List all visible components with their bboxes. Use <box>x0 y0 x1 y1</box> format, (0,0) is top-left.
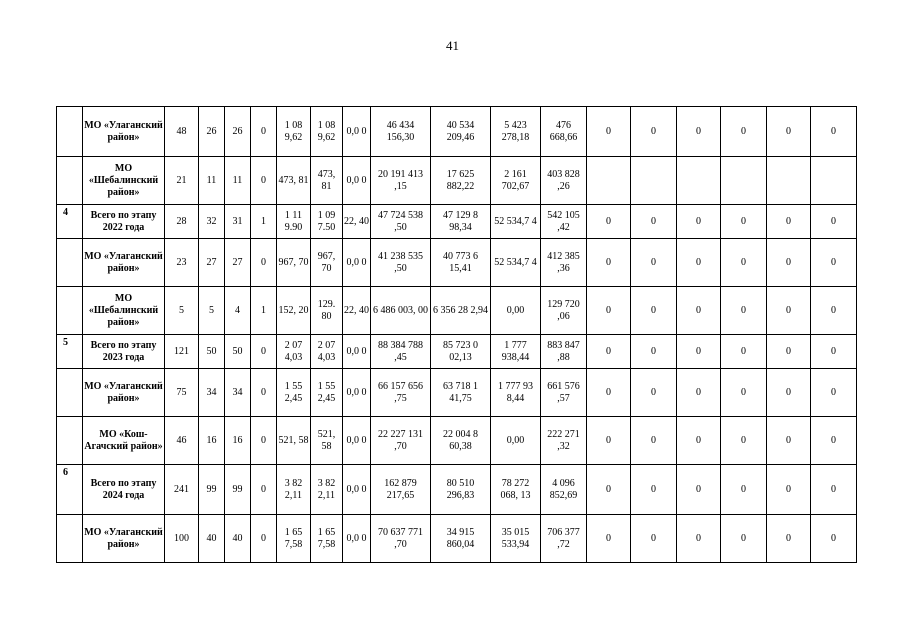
value-cell: 1 11 9.90 <box>277 205 311 239</box>
value-cell <box>721 157 767 205</box>
value-cell: 4 <box>225 287 251 335</box>
value-cell: 0 <box>251 369 277 417</box>
table-row <box>57 369 857 417</box>
value-cell: 27 <box>199 239 225 287</box>
value-cell <box>767 157 811 205</box>
value-cell: 3 82 2,11 <box>277 465 311 515</box>
value-cell: 6 486 003, 00 <box>371 287 431 335</box>
value-cell: 0 <box>631 335 677 369</box>
value-cell: 0 <box>721 107 767 157</box>
value-cell: 21 <box>165 157 199 205</box>
value-cell: 162 879 217,65 <box>371 465 431 515</box>
value-cell: 0 <box>811 107 857 157</box>
value-cell: 1 08 9,62 <box>277 107 311 157</box>
table-row <box>57 107 857 157</box>
table-row <box>57 239 857 287</box>
value-cell <box>677 157 721 205</box>
value-cell: 0,0 0 <box>343 465 371 515</box>
value-cell: 2 07 4,03 <box>277 335 311 369</box>
value-cell: 1 65 7,58 <box>311 515 343 563</box>
table-row <box>57 287 857 335</box>
value-cell <box>811 157 857 205</box>
value-cell: 0 <box>587 465 631 515</box>
value-cell: 222 271 ,32 <box>541 417 587 465</box>
value-cell: 26 <box>199 107 225 157</box>
value-cell: 32 <box>199 205 225 239</box>
value-cell: 0 <box>677 335 721 369</box>
value-cell: 0,0 0 <box>343 239 371 287</box>
value-cell: 99 <box>199 465 225 515</box>
value-cell: 48 <box>165 107 199 157</box>
value-cell: 46 434 156,30 <box>371 107 431 157</box>
value-cell: 1 777 93 8,44 <box>491 369 541 417</box>
value-cell: 241 <box>165 465 199 515</box>
value-cell: 0,0 0 <box>343 335 371 369</box>
value-cell: 0 <box>811 465 857 515</box>
value-cell: 129. 80 <box>311 287 343 335</box>
value-cell: 0 <box>587 239 631 287</box>
value-cell: 706 377 ,72 <box>541 515 587 563</box>
value-cell: 40 534 209,46 <box>431 107 491 157</box>
value-cell: 1 777 938,44 <box>491 335 541 369</box>
value-cell: 27 <box>225 239 251 287</box>
row-number-cell: 6 <box>57 465 83 515</box>
value-cell: 0,00 <box>491 417 541 465</box>
value-cell: 28 <box>165 205 199 239</box>
value-cell: 2 07 4,03 <box>311 335 343 369</box>
value-cell: 0 <box>811 205 857 239</box>
row-number-cell <box>57 239 83 287</box>
value-cell: 0 <box>721 335 767 369</box>
value-cell: 11 <box>225 157 251 205</box>
value-cell: 0 <box>251 417 277 465</box>
value-cell: 0 <box>587 417 631 465</box>
value-cell: 47 724 538 ,50 <box>371 205 431 239</box>
value-cell: 0 <box>811 515 857 563</box>
table-row <box>57 157 857 205</box>
row-number-cell <box>57 107 83 157</box>
value-cell: 0 <box>811 239 857 287</box>
row-number-cell <box>57 369 83 417</box>
value-cell: 476 668,66 <box>541 107 587 157</box>
value-cell: 0 <box>767 465 811 515</box>
value-cell: 0 <box>631 287 677 335</box>
value-cell: 34 <box>225 369 251 417</box>
value-cell: 66 157 656 ,75 <box>371 369 431 417</box>
value-cell: 85 723 0 02,13 <box>431 335 491 369</box>
row-name-cell: МО «Шебалинский район» <box>83 287 165 335</box>
value-cell: 16 <box>225 417 251 465</box>
value-cell: 80 510 296,83 <box>431 465 491 515</box>
value-cell: 0 <box>767 369 811 417</box>
row-number-cell: 5 <box>57 335 83 369</box>
value-cell: 1 <box>251 287 277 335</box>
value-cell: 75 <box>165 369 199 417</box>
value-cell: 0 <box>767 515 811 563</box>
value-cell: 40 <box>225 515 251 563</box>
table-row <box>57 205 857 239</box>
value-cell: 35 015 533,94 <box>491 515 541 563</box>
value-cell <box>587 157 631 205</box>
table-row <box>57 417 857 465</box>
row-name-cell: МО «Шебалинский район» <box>83 157 165 205</box>
value-cell: 0 <box>811 417 857 465</box>
value-cell: 473, 81 <box>311 157 343 205</box>
value-cell: 521, 58 <box>311 417 343 465</box>
value-cell: 473, 81 <box>277 157 311 205</box>
value-cell: 6 356 28 2,94 <box>431 287 491 335</box>
value-cell: 0,0 0 <box>343 515 371 563</box>
value-cell: 5 <box>165 287 199 335</box>
value-cell: 0 <box>587 369 631 417</box>
value-cell: 661 576 ,57 <box>541 369 587 417</box>
table-row <box>57 335 857 369</box>
value-cell: 0 <box>811 287 857 335</box>
value-cell: 0 <box>721 205 767 239</box>
value-cell: 50 <box>199 335 225 369</box>
value-cell: 0 <box>721 369 767 417</box>
value-cell: 23 <box>165 239 199 287</box>
value-cell: 0 <box>767 205 811 239</box>
value-cell: 47 129 8 98,34 <box>431 205 491 239</box>
value-cell: 0 <box>587 107 631 157</box>
value-cell: 0 <box>631 107 677 157</box>
value-cell: 5 423 278,18 <box>491 107 541 157</box>
data-table <box>56 106 857 563</box>
row-number-cell <box>57 157 83 205</box>
value-cell: 0 <box>721 417 767 465</box>
table-row <box>57 515 857 563</box>
value-cell: 11 <box>199 157 225 205</box>
value-cell: 0 <box>587 515 631 563</box>
value-cell: 0 <box>631 465 677 515</box>
row-name-cell: Всего по этапу 2023 года <box>83 335 165 369</box>
value-cell: 52 534,7 4 <box>491 205 541 239</box>
value-cell: 521, 58 <box>277 417 311 465</box>
value-cell: 63 718 1 41,75 <box>431 369 491 417</box>
value-cell: 0 <box>677 239 721 287</box>
value-cell: 0,0 0 <box>343 107 371 157</box>
value-cell: 22 227 131 ,70 <box>371 417 431 465</box>
value-cell: 0 <box>811 335 857 369</box>
value-cell: 88 384 788 ,45 <box>371 335 431 369</box>
value-cell: 1 65 7,58 <box>277 515 311 563</box>
value-cell: 0 <box>677 417 721 465</box>
value-cell: 0 <box>631 239 677 287</box>
value-cell: 0 <box>251 107 277 157</box>
value-cell: 129 720 ,06 <box>541 287 587 335</box>
value-cell: 0 <box>767 417 811 465</box>
value-cell: 0 <box>631 515 677 563</box>
row-name-cell: МО «Улаганский район» <box>83 239 165 287</box>
row-number-cell <box>57 287 83 335</box>
value-cell: 20 191 413 ,15 <box>371 157 431 205</box>
value-cell: 0 <box>811 369 857 417</box>
page-number: 41 <box>446 38 459 53</box>
value-cell: 26 <box>225 107 251 157</box>
value-cell: 34 <box>199 369 225 417</box>
value-cell: 0 <box>721 287 767 335</box>
value-cell: 0 <box>767 107 811 157</box>
value-cell: 34 915 860,04 <box>431 515 491 563</box>
value-cell: 4 096 852,69 <box>541 465 587 515</box>
value-cell: 0,0 0 <box>343 417 371 465</box>
value-cell: 0 <box>721 515 767 563</box>
value-cell: 0 <box>251 515 277 563</box>
value-cell: 16 <box>199 417 225 465</box>
value-cell: 0 <box>631 205 677 239</box>
value-cell: 0 <box>587 335 631 369</box>
value-cell: 0 <box>677 465 721 515</box>
value-cell: 17 625 882,22 <box>431 157 491 205</box>
value-cell: 1 09 7.50 <box>311 205 343 239</box>
value-cell: 0 <box>251 239 277 287</box>
value-cell: 883 847 ,88 <box>541 335 587 369</box>
value-cell: 0 <box>677 287 721 335</box>
value-cell: 0 <box>767 335 811 369</box>
value-cell: 0 <box>721 239 767 287</box>
value-cell: 1 55 2,45 <box>277 369 311 417</box>
value-cell: 412 385 ,36 <box>541 239 587 287</box>
value-cell: 0 <box>251 465 277 515</box>
value-cell: 0 <box>631 417 677 465</box>
value-cell: 22, 40 <box>343 287 371 335</box>
value-cell: 0 <box>251 335 277 369</box>
value-cell: 0,0 0 <box>343 369 371 417</box>
value-cell: 3 82 2,11 <box>311 465 343 515</box>
value-cell: 0,0 0 <box>343 157 371 205</box>
value-cell: 50 <box>225 335 251 369</box>
value-cell <box>631 157 677 205</box>
row-name-cell: МО «Улаганский район» <box>83 107 165 157</box>
value-cell: 31 <box>225 205 251 239</box>
table-row <box>57 465 857 515</box>
value-cell: 0 <box>631 369 677 417</box>
value-cell: 22, 40 <box>343 205 371 239</box>
value-cell: 52 534,7 4 <box>491 239 541 287</box>
value-cell: 542 105 ,42 <box>541 205 587 239</box>
value-cell: 0 <box>251 157 277 205</box>
value-cell: 121 <box>165 335 199 369</box>
value-cell: 1 <box>251 205 277 239</box>
value-cell: 0 <box>677 515 721 563</box>
row-name-cell: Всего по этапу 2024 года <box>83 465 165 515</box>
value-cell: 22 004 8 60,38 <box>431 417 491 465</box>
value-cell: 0 <box>677 107 721 157</box>
value-cell: 78 272 068, 13 <box>491 465 541 515</box>
value-cell: 2 161 702,67 <box>491 157 541 205</box>
value-cell: 1 08 9,62 <box>311 107 343 157</box>
value-cell: 100 <box>165 515 199 563</box>
value-cell: 0 <box>767 239 811 287</box>
row-name-cell: МО «Улаганский район» <box>83 515 165 563</box>
value-cell: 99 <box>225 465 251 515</box>
value-cell: 0 <box>587 287 631 335</box>
value-cell: 0,00 <box>491 287 541 335</box>
value-cell: 41 238 535 ,50 <box>371 239 431 287</box>
value-cell: 0 <box>677 369 721 417</box>
value-cell: 0 <box>677 205 721 239</box>
row-name-cell: МО «Кош-Агачский район» <box>83 417 165 465</box>
row-name-cell: МО «Улаганский район» <box>83 369 165 417</box>
row-number-cell <box>57 417 83 465</box>
value-cell: 5 <box>199 287 225 335</box>
value-cell: 152, 20 <box>277 287 311 335</box>
row-number-cell: 4 <box>57 205 83 239</box>
value-cell: 70 637 771 ,70 <box>371 515 431 563</box>
row-number-cell <box>57 515 83 563</box>
value-cell: 0 <box>767 287 811 335</box>
value-cell: 0 <box>587 205 631 239</box>
value-cell: 967, 70 <box>277 239 311 287</box>
value-cell: 46 <box>165 417 199 465</box>
value-cell: 1 55 2,45 <box>311 369 343 417</box>
value-cell: 0 <box>721 465 767 515</box>
value-cell: 40 773 6 15,41 <box>431 239 491 287</box>
value-cell: 967, 70 <box>311 239 343 287</box>
value-cell: 403 828 ,26 <box>541 157 587 205</box>
value-cell: 40 <box>199 515 225 563</box>
row-name-cell: Всего по этапу 2022 года <box>83 205 165 239</box>
